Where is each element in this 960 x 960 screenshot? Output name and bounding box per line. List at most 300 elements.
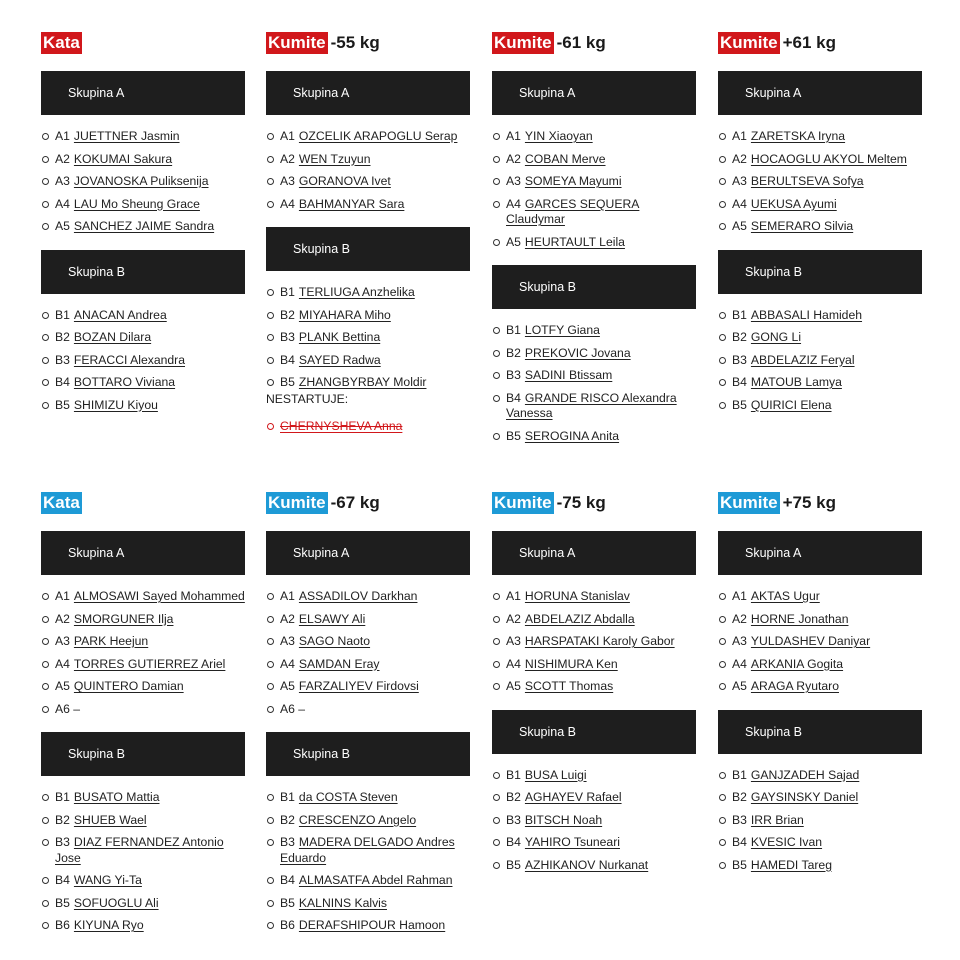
draw-position: A2 — [732, 151, 747, 166]
competitor-link[interactable]: HORUNA Stanislav — [524, 589, 630, 603]
competitor-item — [266, 918, 470, 934]
draw-position: B5 — [506, 428, 521, 443]
competitor-item — [41, 873, 245, 889]
draw-position: B2 — [732, 790, 747, 804]
competitor-item — [41, 375, 245, 391]
draw-position: A5 — [55, 679, 70, 693]
competitor-link[interactable]: COBAN Merve — [524, 151, 606, 166]
competitor-item — [266, 197, 470, 213]
competitor-item — [41, 398, 245, 414]
draw-position: B6 — [55, 918, 70, 932]
competitor-item — [41, 813, 245, 829]
competitor-link[interactable]: ARAGA Ryutaro — [750, 679, 839, 693]
draw-position: B3 — [506, 812, 521, 827]
competitor-link[interactable]: QUINTERO Damian — [73, 679, 184, 693]
weight-class: -67 kg — [330, 493, 380, 512]
group-header: Skupina B — [41, 732, 245, 776]
competitor-item — [718, 174, 922, 190]
competitor-link[interactable]: FARZALIYEV Firdovsi — [298, 679, 419, 693]
competitor-link[interactable]: KVESIC Ivan — [750, 835, 823, 849]
scratched-list — [266, 419, 470, 435]
competitor-link[interactable]: GARCES SEQUERA Claudymar — [506, 196, 640, 226]
competitor-link[interactable]: BITSCH Noah — [524, 812, 603, 827]
competitor-item — [492, 612, 696, 628]
competitor-item — [266, 152, 470, 168]
competitor-link[interactable]: NISHIMURA Ken — [524, 656, 618, 671]
competitor-item — [492, 835, 696, 851]
competitor-link[interactable]: SAYED Radwa — [298, 352, 381, 367]
category-title — [41, 31, 245, 55]
draw-position: B3 — [55, 352, 70, 367]
competitor-link[interactable]: MADERA DELGADO Andres Eduardo — [280, 835, 455, 865]
category-highlight: Kata — [43, 493, 80, 512]
draw-position: A5 — [732, 679, 747, 693]
draw-position: B5 — [732, 397, 747, 412]
competitor-item — [718, 589, 922, 605]
competitor-link[interactable]: ALMOSAWI Sayed Mohammed — [73, 589, 245, 603]
competitor-list — [41, 589, 245, 717]
competitor-item — [41, 634, 245, 650]
competitor-link[interactable]: MIYAHARA Miho — [298, 307, 391, 322]
competitor-list — [41, 790, 245, 934]
draw-position: B1 — [55, 790, 70, 804]
draw-position: A1 — [55, 589, 70, 603]
draw-position: B5 — [732, 857, 747, 872]
competitor-link[interactable]: UEKUSA Ayumi — [750, 196, 837, 211]
competitor-link[interactable]: DERAFSHIPOUR Hamoon — [298, 918, 446, 932]
competitor-link[interactable]: SOMEYA Mayumi — [524, 174, 622, 188]
competitor-link[interactable]: DIAZ FERNANDEZ Antonio Jose — [55, 835, 224, 865]
draw-position: A2 — [55, 611, 70, 626]
competitor-link[interactable]: AZHIKANOV Nurkanat — [524, 857, 649, 872]
group-header: Skupina A — [266, 71, 470, 115]
competitor-item — [718, 768, 922, 784]
scratched-competitor — [266, 419, 470, 435]
competitor-link[interactable]: SCOTT Thomas — [524, 679, 614, 693]
competitor-item — [266, 873, 470, 889]
draw-position: A5 — [506, 234, 521, 249]
competitor-link[interactable]: CHERNYSHEVA Anna — [280, 419, 403, 433]
group-header: Skupina B — [266, 732, 470, 776]
competitor-link[interactable]: SAMDAN Eray — [298, 656, 380, 671]
category-highlight: Kumite — [494, 33, 552, 52]
competitor-item — [492, 391, 696, 422]
competitor-link[interactable]: SADINI Btissam — [524, 368, 613, 382]
draw-position: B2 — [55, 812, 70, 827]
competitor-link[interactable]: SAGO Naoto — [298, 634, 371, 648]
competitor-item — [718, 197, 922, 213]
category-title — [718, 491, 922, 515]
draw-position: B4 — [55, 873, 70, 887]
competitor-item — [41, 896, 245, 912]
weight-class: -61 kg — [556, 33, 606, 52]
draw-position: A4 — [55, 196, 70, 211]
draw-position: A4 — [280, 656, 295, 671]
competitor-link[interactable]: BUSATO Mattia — [73, 790, 160, 804]
competitor-link[interactable]: SMORGUNER Ilja — [73, 611, 174, 626]
draw-position: B4 — [55, 375, 70, 389]
draw-position: A4 — [506, 656, 521, 671]
category-title — [492, 31, 696, 55]
competitor-item — [41, 679, 245, 695]
competitor-item — [718, 634, 922, 650]
draw-position: A1 — [55, 129, 70, 143]
competitor-item — [718, 375, 922, 391]
category-column — [41, 491, 245, 941]
competitor-list — [266, 285, 470, 391]
competitor-item — [266, 634, 470, 650]
competitor-link[interactable]: LOTFY Giana — [524, 323, 600, 337]
competitor-link[interactable]: AGHAYEV Rafael — [524, 790, 622, 804]
competitor-item — [718, 813, 922, 829]
competitor-item — [266, 174, 470, 190]
competitor-item — [41, 308, 245, 324]
draw-position: A2 — [506, 151, 521, 166]
competitor-link[interactable]: ELSAWY Ali — [298, 611, 366, 626]
competitor-link[interactable]: HARSPATAKI Karoly Gabor — [524, 634, 675, 648]
category-highlight: Kumite — [268, 493, 326, 512]
competitor-link[interactable]: GRANDE RISCO Alexandra Vanessa — [506, 390, 677, 420]
competitor-list — [718, 129, 922, 235]
category-title — [266, 491, 470, 515]
competitor-item — [492, 790, 696, 806]
draw-position: B3 — [732, 352, 747, 367]
competitor-link[interactable]: ALMASATFA Abdel Rahman — [298, 873, 453, 887]
competitor-item — [718, 219, 922, 235]
draw-position: A5 — [55, 219, 70, 233]
competitor-item — [718, 308, 922, 324]
competitor-item — [41, 918, 245, 934]
competitor-item — [266, 835, 470, 866]
competitor-item — [492, 813, 696, 829]
competitor-item — [266, 790, 470, 806]
draw-position: B1 — [280, 285, 295, 299]
category-column — [492, 491, 696, 880]
competitor-link[interactable]: TERLIUGA Anzhelika — [298, 285, 415, 299]
competitor-list — [492, 768, 696, 874]
draw-position: A1 — [280, 129, 295, 143]
weight-class: +61 kg — [782, 33, 837, 52]
competitor-item — [266, 308, 470, 324]
competitor-item — [718, 657, 922, 673]
competitor-link[interactable]: KOKUMAI Sakura — [73, 151, 173, 166]
competitor-item — [718, 679, 922, 695]
competitor-item — [492, 858, 696, 874]
draw-position: B5 — [55, 397, 70, 412]
competitor-link[interactable]: GANJZADEH Sajad — [750, 767, 860, 782]
category-highlight: Kata — [43, 33, 80, 52]
competitor-item — [266, 896, 470, 912]
competitor-link[interactable]: CRESCENZO Angelo — [298, 812, 417, 827]
competitor-link[interactable]: PARK Heejun — [73, 634, 149, 648]
weight-class: -75 kg — [556, 493, 606, 512]
draw-position: B2 — [506, 790, 521, 804]
competitor-link[interactable]: SEROGINA Anita — [524, 428, 620, 443]
draw-position: A2 — [732, 611, 747, 626]
draw-position: A5 — [506, 679, 521, 693]
draw-position: A5 — [732, 219, 747, 233]
competitor-item — [266, 375, 470, 391]
competitor-item — [266, 657, 470, 673]
draw-position: A4 — [280, 196, 295, 211]
competitor-link[interactable]: ABBASALI Hamideh — [750, 307, 863, 322]
competitor-link[interactable]: QUIRICI Elena — [750, 397, 832, 412]
competitor-link[interactable]: da COSTA Steven — [298, 790, 398, 804]
competitor-link[interactable]: ZHANGBYRBAY Moldir — [298, 375, 427, 389]
competitor-link[interactable]: HOCAOGLU AKYOL Meltem — [750, 151, 907, 166]
competitor-item — [492, 197, 696, 228]
category-column — [492, 31, 696, 451]
draw-position: B5 — [506, 857, 521, 872]
competitor-item — [266, 285, 470, 301]
draw-position: B4 — [280, 873, 295, 887]
competitor-item — [492, 768, 696, 784]
group-header: Skupina B — [718, 710, 922, 754]
competitor-item — [41, 197, 245, 213]
draw-position: B2 — [506, 345, 521, 360]
competitor-item — [41, 330, 245, 346]
group-header: Skupina B — [492, 265, 696, 309]
group-header: Skupina B — [718, 250, 922, 294]
competitor-link[interactable]: GORANOVA Ivet — [298, 174, 391, 188]
draw-position: B3 — [732, 812, 747, 827]
competitor-link[interactable]: LAU Mo Sheung Grace — [73, 196, 200, 211]
draw-position: A5 — [280, 679, 295, 693]
draw-position: B2 — [55, 330, 70, 344]
competitor-link[interactable]: FERACCI Alexandra — [73, 352, 186, 367]
competitor-link[interactable]: BAHMANYAR Sara — [298, 196, 405, 211]
competitor-link[interactable]: SHIMIZU Kiyou — [73, 397, 158, 412]
group-header: Skupina A — [718, 531, 922, 575]
category-title — [492, 491, 696, 515]
competitor-item — [41, 657, 245, 673]
category-column — [266, 31, 470, 442]
draw-position: A6 – — [280, 701, 306, 716]
competitor-link[interactable]: AKTAS Ugur — [750, 589, 820, 603]
competitor-item — [718, 398, 922, 414]
competitor-link[interactable]: BOZAN Dilara — [73, 330, 152, 344]
competitor-link[interactable]: JUETTNER Jasmin — [73, 129, 180, 143]
draw-position: B1 — [55, 307, 70, 322]
competitor-item — [266, 330, 470, 346]
category-title — [41, 491, 245, 515]
competitor-item — [266, 679, 470, 695]
competitor-item — [492, 634, 696, 650]
competitor-link[interactable]: HEURTAULT Leila — [524, 234, 625, 249]
draw-position: A3 — [732, 174, 747, 188]
competitor-item — [266, 612, 470, 628]
competitor-list — [266, 129, 470, 212]
competitor-link[interactable]: SANCHEZ JAIME Sandra — [73, 219, 215, 233]
competitor-link[interactable]: ASSADILOV Darkhan — [298, 589, 418, 603]
category-column — [718, 31, 922, 420]
draw-position: A3 — [280, 634, 295, 648]
competitor-item — [266, 702, 470, 718]
draw-position: A3 — [732, 634, 747, 648]
competitor-list — [41, 129, 245, 235]
draw-position: A3 — [55, 634, 70, 648]
not-starting-label: NESTARTUJE: — [266, 391, 349, 406]
competitor-link[interactable]: HORNE Jonathan — [750, 611, 849, 626]
draw-position: B2 — [732, 330, 747, 344]
competitor-link[interactable]: SOFUOGLU Ali — [73, 895, 159, 910]
category-highlight: Kumite — [720, 493, 778, 512]
draw-position: B4 — [732, 835, 747, 849]
competitor-link[interactable]: GONG Li — [750, 330, 802, 344]
competitor-item — [266, 353, 470, 369]
draw-position: A3 — [506, 174, 521, 188]
group-header: Skupina A — [718, 71, 922, 115]
competitor-item — [41, 353, 245, 369]
competitor-link[interactable]: HAMEDI Tareg — [750, 857, 832, 872]
competitor-item — [492, 657, 696, 673]
competitor-item — [492, 129, 696, 145]
competitor-link[interactable]: IRR Brian — [750, 812, 804, 827]
group-header: Skupina A — [492, 71, 696, 115]
draw-position: B4 — [732, 375, 747, 389]
category-highlight: Kumite — [720, 33, 778, 52]
category-column — [41, 31, 245, 420]
competitor-item — [492, 368, 696, 384]
category-column — [266, 491, 470, 941]
competitor-list — [492, 589, 696, 695]
draw-position: B6 — [280, 918, 295, 932]
group-header: Skupina A — [266, 531, 470, 575]
group-header: Skupina A — [41, 71, 245, 115]
draw-position: A1 — [506, 589, 521, 603]
draw-position: B4 — [506, 390, 521, 405]
weight-class: +75 kg — [782, 493, 837, 512]
competitor-list — [718, 308, 922, 414]
draw-position: A3 — [55, 174, 70, 188]
competitor-link[interactable]: JOVANOSKA Puliksenija — [73, 174, 209, 188]
competitor-item — [492, 679, 696, 695]
group-header: Skupina B — [266, 227, 470, 271]
competitor-link[interactable]: ABDELAZIZ Abdalla — [524, 611, 635, 626]
competitor-list — [266, 790, 470, 934]
competitor-item — [718, 152, 922, 168]
competitor-link[interactable]: BERULTSEVA Sofya — [750, 174, 864, 188]
competitor-item — [41, 790, 245, 806]
competitor-link[interactable]: ANACAN Andrea — [73, 307, 167, 322]
competitor-list — [718, 768, 922, 874]
competitor-item — [492, 235, 696, 251]
competitor-item — [41, 152, 245, 168]
group-header: Skupina A — [41, 531, 245, 575]
competitor-link[interactable]: GAYSINSKY Daniel — [750, 790, 859, 804]
competitor-link[interactable]: YIN Xiaoyan — [524, 129, 593, 143]
draw-position: B4 — [506, 835, 521, 849]
competitor-link[interactable]: WEN Tzuyun — [298, 151, 371, 166]
competitor-link[interactable]: KALNINS Kalvis — [298, 895, 387, 910]
draw-position: A1 — [506, 129, 521, 143]
draw-position: B1 — [280, 790, 295, 804]
draw-position: A1 — [280, 589, 295, 603]
draw-position: A2 — [280, 151, 295, 166]
draw-position: B1 — [732, 307, 747, 322]
category-title — [718, 31, 922, 55]
draw-position: A2 — [280, 611, 295, 626]
draw-position: B3 — [55, 835, 70, 849]
category-highlight: Kumite — [494, 493, 552, 512]
category-highlight: Kumite — [268, 33, 326, 52]
competitor-link[interactable]: ZARETSKA Iryna — [750, 129, 846, 143]
competitor-link[interactable]: ARKANIA Gogita — [750, 656, 844, 671]
competitor-item — [41, 129, 245, 145]
competitor-item — [41, 219, 245, 235]
competitor-item — [718, 353, 922, 369]
competitor-item — [41, 835, 245, 866]
category-title — [266, 31, 470, 55]
weight-class: -55 kg — [330, 33, 380, 52]
draw-position: A4 — [732, 656, 747, 671]
category-column — [718, 491, 922, 880]
draw-position: B3 — [280, 835, 295, 849]
competitor-item — [718, 835, 922, 851]
competitor-item — [718, 330, 922, 346]
competitor-list — [266, 589, 470, 717]
competitor-item — [492, 346, 696, 362]
competitor-list — [492, 323, 696, 444]
draw-position: A4 — [506, 196, 521, 211]
competitor-item — [41, 174, 245, 190]
competitor-link[interactable]: TORRES GUTIERREZ Ariel — [73, 656, 226, 671]
draw-position: A1 — [732, 589, 747, 603]
competitor-link[interactable]: OZCELIK ARAPOGLU Serap — [298, 129, 458, 143]
competitor-item — [266, 129, 470, 145]
competitor-link[interactable]: MATOUB Lamya — [750, 375, 842, 389]
competitor-item — [492, 323, 696, 339]
competitor-link[interactable]: SHUEB Wael — [73, 812, 147, 827]
competitor-link[interactable]: BOTTARO Viviana — [73, 375, 176, 389]
competitor-item — [718, 790, 922, 806]
draw-position: B2 — [280, 307, 295, 322]
competitor-list — [41, 308, 245, 414]
draw-position: B5 — [280, 375, 295, 389]
draw-position: A2 — [55, 151, 70, 166]
competitor-link[interactable]: YAHIRO Tsuneari — [524, 835, 620, 849]
draw-position: B3 — [280, 330, 295, 344]
competitor-item — [266, 813, 470, 829]
competitor-item — [41, 589, 245, 605]
competitor-link[interactable]: WANG Yi-Ta — [73, 873, 142, 887]
draw-position: B3 — [506, 368, 521, 382]
competitor-link[interactable]: ABDELAZIZ Feryal — [750, 352, 855, 367]
group-header: Skupina B — [492, 710, 696, 754]
draw-position: A6 – — [55, 701, 81, 716]
competitor-link[interactable]: KIYUNA Ryo — [73, 918, 144, 932]
draw-position: B1 — [506, 767, 521, 782]
draw-position: A3 — [506, 634, 521, 648]
competitor-link[interactable]: YULDASHEV Daniyar — [750, 634, 871, 648]
competitor-item — [718, 129, 922, 145]
draw-position: A4 — [732, 196, 747, 211]
draw-position: B1 — [732, 767, 747, 782]
competitor-list — [492, 129, 696, 250]
competitor-item — [492, 174, 696, 190]
competitor-item — [41, 612, 245, 628]
draw-position: B1 — [506, 323, 521, 337]
group-header: Skupina A — [492, 531, 696, 575]
draw-position: B4 — [280, 352, 295, 367]
competitor-link[interactable]: PLANK Bettina — [298, 330, 381, 344]
draw-position: A3 — [280, 174, 295, 188]
competitor-item — [492, 152, 696, 168]
competitor-link[interactable]: SEMERARO Silvia — [750, 219, 854, 233]
competitor-link[interactable]: PREKOVIC Jovana — [524, 345, 631, 360]
competitor-link[interactable]: BUSA Luigi — [524, 767, 587, 782]
competitor-item — [266, 589, 470, 605]
